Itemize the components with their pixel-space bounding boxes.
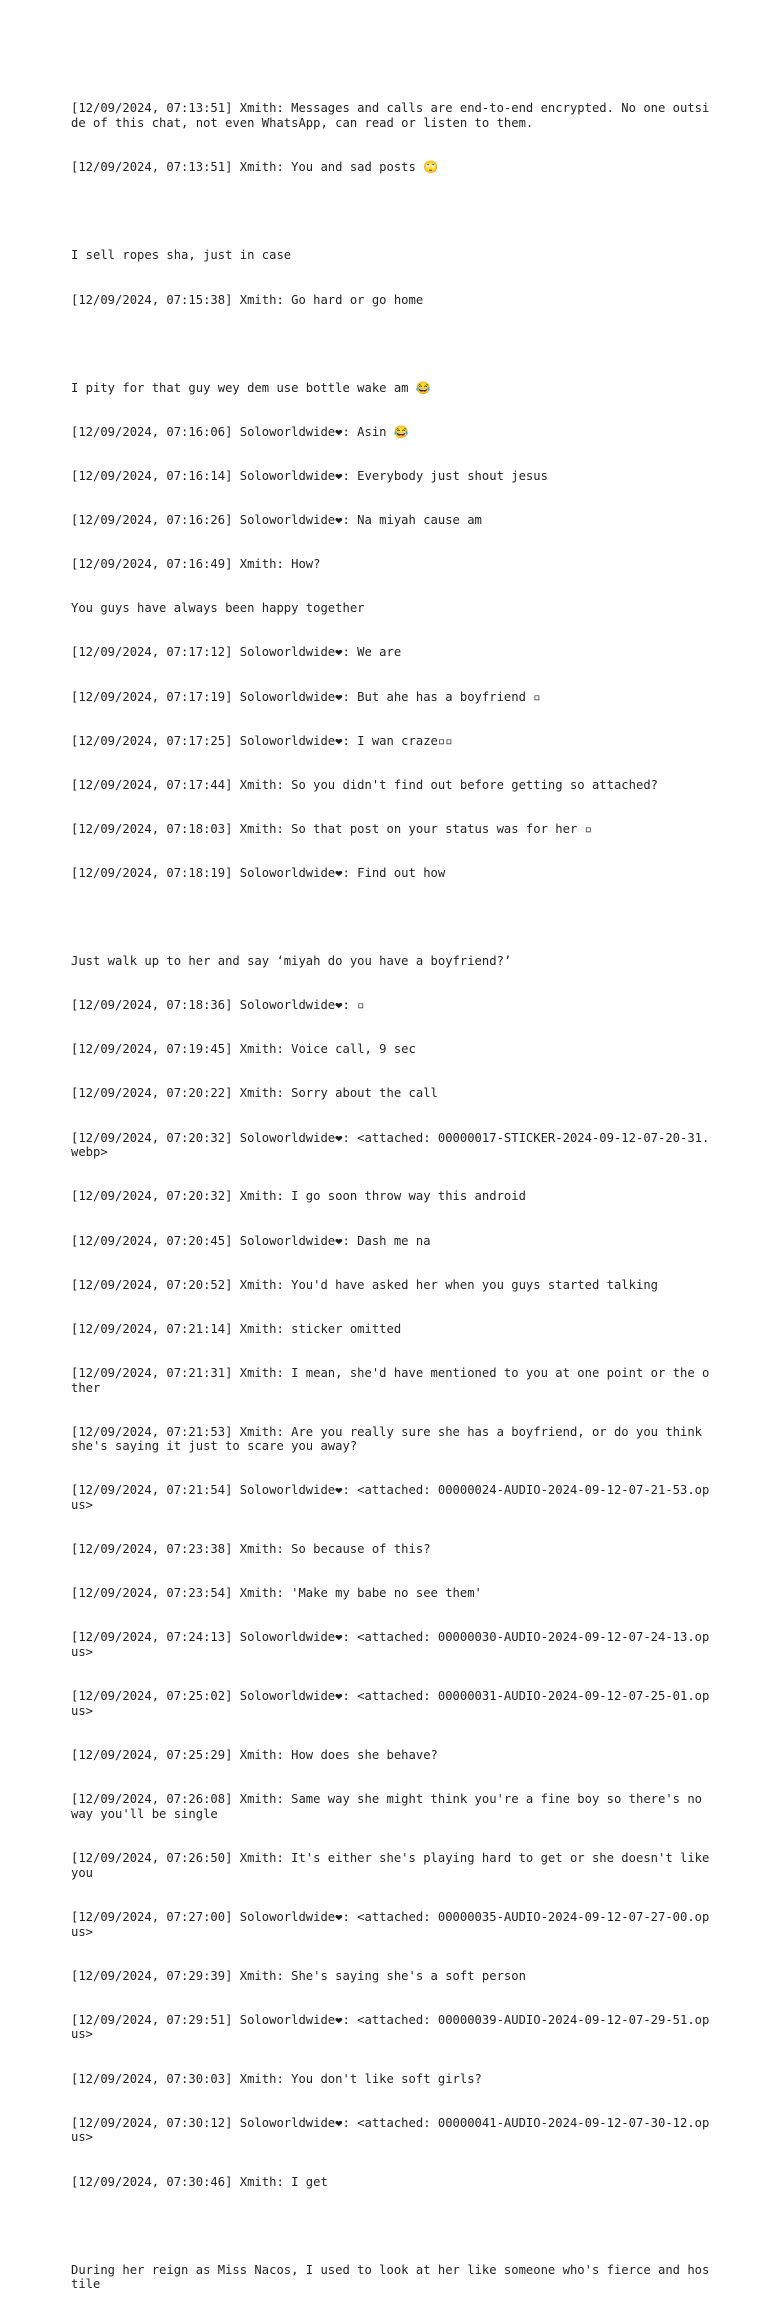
chat-line: [12/09/2024, 07:20:32] Xmith: I go soon throw way this android [71, 1189, 526, 1204]
chat-line: [12/09/2024, 07:17:25] Soloworldwide❤: I wan craze▫▫ [71, 733, 453, 748]
blank-line [71, 204, 711, 219]
chat-line: [12/09/2024, 07:20:52] Xmith: You'd have asked her when you guys started talking [71, 1277, 658, 1292]
chat-line: [12/09/2024, 07:20:45] Soloworldwide❤: Dash me na [71, 1233, 431, 1248]
chat-line: [12/09/2024, 07:25:29] Xmith: How does she behave? [71, 1748, 438, 1763]
chat-line: [12/09/2024, 07:18:19] Soloworldwide❤: Find out how [71, 865, 446, 880]
chat-line: [12/09/2024, 07:24:13] Soloworldwide❤: <attached: 00000030-AUDIO-2024-09-12-07-24-13.opus> [71, 1630, 710, 1660]
chat-line: [12/09/2024, 07:21:31] Xmith: I mean, she'd have mentioned to you at one point or the other [71, 1365, 710, 1395]
chat-line: [12/09/2024, 07:13:51] Xmith: Messages and calls are end-to-end encrypted. No one outside of this chat, not even WhatsApp, can read or listen to them. [71, 101, 710, 131]
chat-line: [12/09/2024, 07:21:53] Xmith: Are you really sure she has a boyfriend, or do you think she's saying it just to scare you away? [71, 1424, 710, 1454]
chat-line: [12/09/2024, 07:26:50] Xmith: It's either she's playing hard to get or she doesn't like you [71, 1851, 717, 1880]
blank-line [71, 337, 711, 352]
chat-line: I pity for that guy wey dem use bottle wake am 😂 [71, 380, 432, 395]
chat-line: [12/09/2024, 07:18:36] Soloworldwide❤: ▫ [71, 998, 365, 1013]
chat-line: [12/09/2024, 07:27:00] Soloworldwide❤: <attached: 00000035-AUDIO-2024-09-12-07-27-00.opus> [71, 1909, 710, 1939]
chat-line: [12/09/2024, 07:16:49] Xmith: How? [71, 557, 321, 572]
chat-transcript [71, 72, 717, 2307]
chat-line: [12/09/2024, 07:23:54] Xmith: 'Make my babe no see them' [71, 1586, 482, 1601]
chat-line: [12/09/2024, 07:21:14] Xmith: sticker omitted [71, 1321, 402, 1336]
chat-line: [12/09/2024, 07:30:46] Xmith: I get [71, 2174, 328, 2189]
chat-line: [12/09/2024, 07:17:19] Soloworldwide❤: But ahe has a boyfriend ▫ [71, 689, 541, 704]
chat-line: [12/09/2024, 07:13:51] Xmith: You and sad posts 🙄 [71, 160, 439, 175]
blank-line [71, 910, 711, 925]
chat-line: [12/09/2024, 07:17:44] Xmith: So you didn't find out before getting so attached? [71, 777, 658, 792]
chat-line: I sell ropes sha, just in case [71, 248, 292, 263]
chat-line: Just walk up to her and say ‘miyah do you have a boyfriend?’ [71, 954, 512, 969]
chat-line: [12/09/2024, 07:16:06] Soloworldwide❤: Asin 😂 [71, 424, 410, 439]
chat-line: During her reign as Miss Nacos, I used to look at her like someone who's fierce and hostile [71, 2262, 710, 2292]
chat-line: [12/09/2024, 07:29:39] Xmith: She's saying she's a soft person [71, 1968, 526, 1983]
chat-line: [12/09/2024, 07:19:45] Xmith: Voice call, 9 sec [71, 1042, 416, 1057]
chat-line: [12/09/2024, 07:29:51] Soloworldwide❤: <attached: 00000039-AUDIO-2024-09-12-07-29-51.opus> [71, 2012, 710, 2042]
chat-line: [12/09/2024, 07:17:12] Soloworldwide❤: We are [71, 645, 402, 660]
chat-line: [12/09/2024, 07:16:26] Soloworldwide❤: Na miyah cause am [71, 513, 482, 528]
chat-line: [12/09/2024, 07:18:03] Xmith: So that post on your status was for her ▫ [71, 821, 592, 836]
chat-line: [12/09/2024, 07:25:02] Soloworldwide❤: <attached: 00000031-AUDIO-2024-09-12-07-25-01.opus> [71, 1689, 710, 1718]
chat-line: [12/09/2024, 07:23:38] Xmith: So because of this? [71, 1542, 431, 1557]
chat-line: [12/09/2024, 07:26:08] Xmith: Same way she might think you're a fine boy so there's no way you'll be single [71, 1792, 710, 1821]
chat-line: [12/09/2024, 07:16:14] Soloworldwide❤: Everybody just shout jesus [71, 468, 548, 483]
chat-line: [12/09/2024, 07:20:22] Xmith: Sorry about the call [71, 1086, 438, 1101]
chat-line: [12/09/2024, 07:20:32] Soloworldwide❤: <attached: 00000017-STICKER-2024-09-12-07-20-31.webp> [71, 1130, 710, 1160]
blank-line [71, 2219, 711, 2234]
chat-line: [12/09/2024, 07:15:38] Xmith: Go hard or go home [71, 292, 424, 307]
chat-line: [12/09/2024, 07:30:03] Xmith: You don't like soft girls? [71, 2071, 482, 2086]
chat-line: [12/09/2024, 07:30:12] Soloworldwide❤: <attached: 00000041-AUDIO-2024-09-12-07-30-12.opus> [71, 2115, 710, 2145]
chat-line: You guys have always been happy together [71, 601, 365, 616]
chat-line: [12/09/2024, 07:21:54] Soloworldwide❤: <attached: 00000024-AUDIO-2024-09-12-07-21-53.opus> [71, 1483, 710, 1513]
